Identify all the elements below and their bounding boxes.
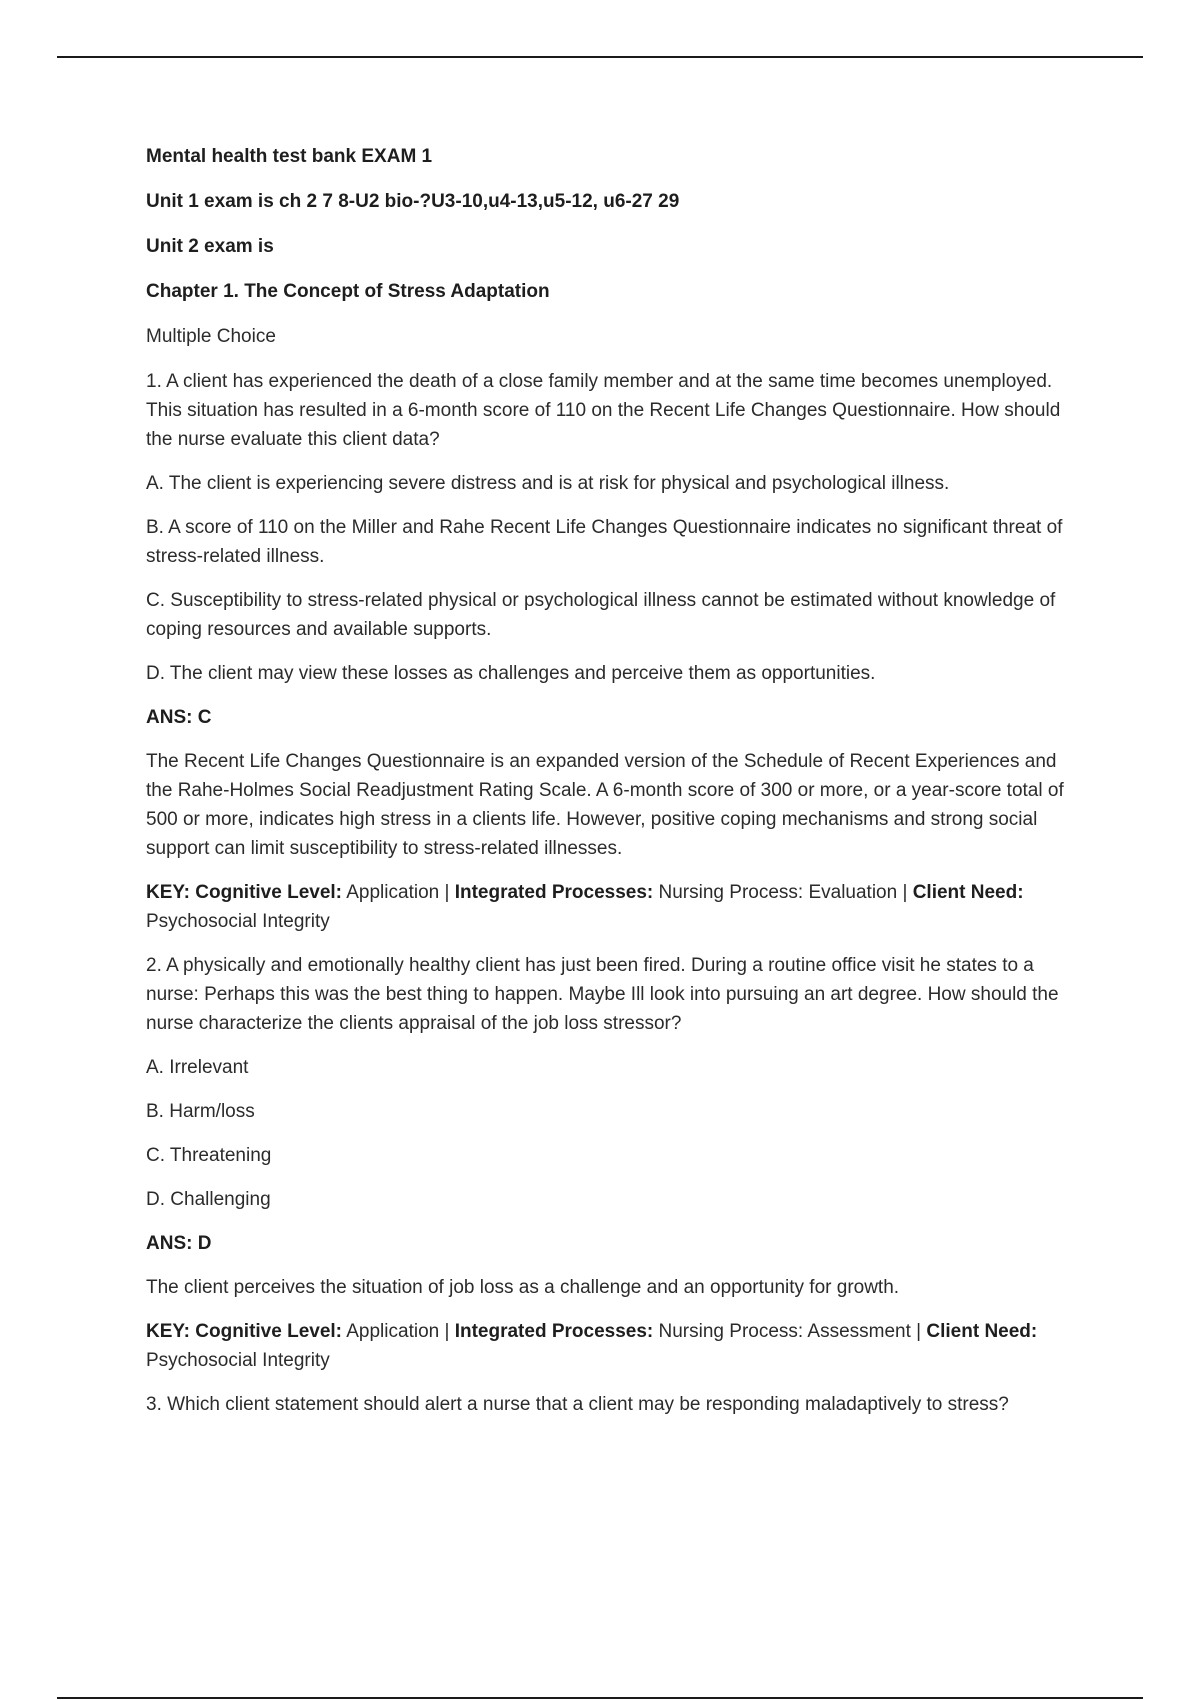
key-cognitive-value: Application bbox=[346, 1321, 440, 1342]
question-1-option-d: D. The client may view these losses as challenges and perceive them as opportunities. bbox=[146, 663, 876, 684]
question-2-option-d: D. Challenging bbox=[146, 1189, 271, 1210]
chapter-heading: Chapter 1. The Concept of Stress Adaptation bbox=[146, 281, 550, 302]
key-need-label: Client Need: bbox=[926, 1321, 1038, 1342]
key-separator: | bbox=[444, 1321, 450, 1342]
question-2-option-b: B. Harm/loss bbox=[146, 1101, 255, 1122]
key-process-value: Nursing Process: Assessment bbox=[658, 1321, 911, 1342]
question-3-stem: 3. Which client statement should alert a nurse that a client may be responding maladaptively to stress? bbox=[146, 1394, 1009, 1415]
bottom-rule bbox=[57, 1697, 1143, 1699]
key-cognitive-value: Application bbox=[346, 882, 440, 903]
key-process-value: Nursing Process: Evaluation bbox=[658, 882, 898, 903]
document-body bbox=[146, 142, 1086, 1434]
key-need-value: Psychosocial Integrity bbox=[146, 1350, 330, 1371]
key-process-label: Integrated Processes: bbox=[454, 882, 654, 903]
question-2-stem: 2. A physically and emotionally healthy client has just been fired. During a routine office visit he states to a nurse: Perhaps this was the best thing to happen. Maybe Ill look into pursuing an art degree. How should the nurse characterize the clients appraisal of the job loss stressor? bbox=[146, 955, 1059, 1034]
key-cognitive-label: KEY: Cognitive Level: bbox=[146, 1321, 343, 1342]
question-1-answer: ANS: C bbox=[146, 707, 212, 728]
question-2-answer: ANS: D bbox=[146, 1233, 212, 1254]
key-separator: | bbox=[916, 1321, 922, 1342]
key-process-label: Integrated Processes: bbox=[454, 1321, 654, 1342]
key-separator: | bbox=[902, 882, 908, 903]
question-1-option-a: A. The client is experiencing severe distress and is at risk for physical and psychological illness. bbox=[146, 473, 950, 494]
key-cognitive-label: KEY: Cognitive Level: bbox=[146, 882, 343, 903]
question-2-key bbox=[146, 1317, 1086, 1375]
question-1-stem: 1. A client has experienced the death of a close family member and at the same time becomes unemployed. This situation has resulted in a 6-month score of 110 on the Recent Life Changes Questionnaire. How should the nurse evaluate this client data? bbox=[146, 371, 1061, 450]
question-2-option-c: C. Threatening bbox=[146, 1145, 272, 1166]
question-2-rationale: The client perceives the situation of job loss as a challenge and an opportunity for growth. bbox=[146, 1277, 900, 1298]
key-need-label: Client Need: bbox=[912, 882, 1024, 903]
question-1-key bbox=[146, 878, 1086, 936]
question-1-rationale: The Recent Life Changes Questionnaire is an expanded version of the Schedule of Recent Experiences and the Rahe-Holmes Social Readjustment Rating Scale. A 6-month score of 300 or more, or a year-score total of 500 or more, indicates high stress in a clients life. However, positive coping mechanisms and strong social support can limit susceptibility to stress-related illnesses. bbox=[146, 751, 1064, 859]
top-rule bbox=[57, 56, 1143, 58]
question-1-option-c: C. Susceptibility to stress-related physical or psychological illness cannot be estimated without knowledge of coping resources and available supports. bbox=[146, 590, 1056, 640]
document-title: Mental health test bank EXAM 1 bbox=[146, 146, 433, 167]
key-need-value: Psychosocial Integrity bbox=[146, 911, 330, 932]
question-2-option-a: A. Irrelevant bbox=[146, 1057, 249, 1078]
unit-2-note: Unit 2 exam is bbox=[146, 236, 274, 257]
section-label: Multiple Choice bbox=[146, 326, 276, 347]
key-separator: | bbox=[444, 882, 450, 903]
question-1-option-b: B. A score of 110 on the Miller and Rahe Recent Life Changes Questionnaire indicates no significant threat of stress-related illness. bbox=[146, 517, 1063, 567]
unit-1-note: Unit 1 exam is ch 2 7 8-U2 bio-?U3-10,u4-13,u5-12, u6-27 29 bbox=[146, 191, 680, 212]
